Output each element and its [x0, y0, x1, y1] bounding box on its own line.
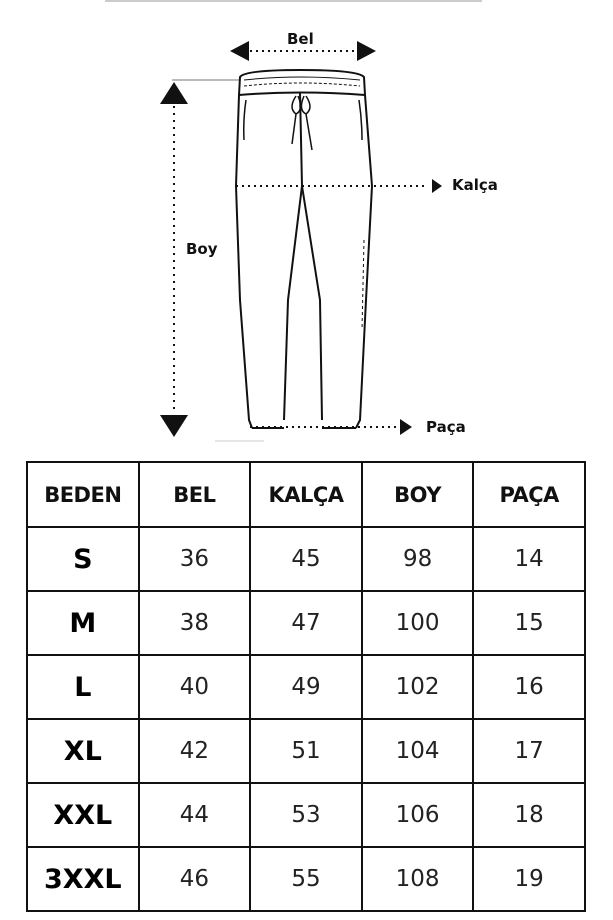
header-bel: BEL — [139, 462, 251, 527]
cell-size: XL — [27, 719, 139, 783]
table-row — [27, 527, 585, 591]
cell-size: S — [27, 527, 139, 591]
cell-kalca: 45 — [250, 527, 362, 591]
cell-bel: 42 — [139, 719, 251, 783]
cell-paca: 18 — [473, 783, 585, 847]
cell-paca: 19 — [473, 847, 585, 911]
label-boy: Boy — [186, 240, 218, 258]
pants-illustration — [0, 0, 613, 450]
cell-boy: 102 — [362, 655, 474, 719]
header-paca: PAÇA — [473, 462, 585, 527]
cell-size: XXL — [27, 783, 139, 847]
cell-boy: 108 — [362, 847, 474, 911]
cell-paca: 17 — [473, 719, 585, 783]
header-beden: BEDEN — [27, 462, 139, 527]
table-header-row — [27, 462, 585, 527]
leg-opening-arrow — [215, 419, 412, 441]
cell-boy: 98 — [362, 527, 474, 591]
label-kalca: Kalça — [452, 176, 498, 194]
cell-bel: 46 — [139, 847, 251, 911]
cell-bel: 36 — [139, 527, 251, 591]
length-arrow — [160, 80, 240, 437]
cell-bel: 44 — [139, 783, 251, 847]
cell-boy: 104 — [362, 719, 474, 783]
label-bel: Bel — [287, 30, 314, 48]
table-row — [27, 783, 585, 847]
table-row — [27, 591, 585, 655]
header-boy: BOY — [362, 462, 474, 527]
cell-bel: 40 — [139, 655, 251, 719]
cell-size: 3XXL — [27, 847, 139, 911]
pants-outline — [236, 70, 372, 428]
cell-kalca: 53 — [250, 783, 362, 847]
label-paca: Paça — [426, 418, 466, 436]
hip-arrow — [236, 179, 442, 193]
pants-measurement-diagram — [0, 0, 613, 450]
cell-size: L — [27, 655, 139, 719]
table-row — [27, 719, 585, 783]
cell-paca: 16 — [473, 655, 585, 719]
header-kalca: KALÇA — [250, 462, 362, 527]
table-row — [27, 655, 585, 719]
size-chart-table — [26, 461, 586, 912]
cell-paca: 14 — [473, 527, 585, 591]
cell-size: M — [27, 591, 139, 655]
cell-boy: 100 — [362, 591, 474, 655]
cell-kalca: 47 — [250, 591, 362, 655]
cell-kalca: 55 — [250, 847, 362, 911]
table-row — [27, 847, 585, 911]
cell-kalca: 49 — [250, 655, 362, 719]
cell-paca: 15 — [473, 591, 585, 655]
cell-boy: 106 — [362, 783, 474, 847]
cell-bel: 38 — [139, 591, 251, 655]
cell-kalca: 51 — [250, 719, 362, 783]
